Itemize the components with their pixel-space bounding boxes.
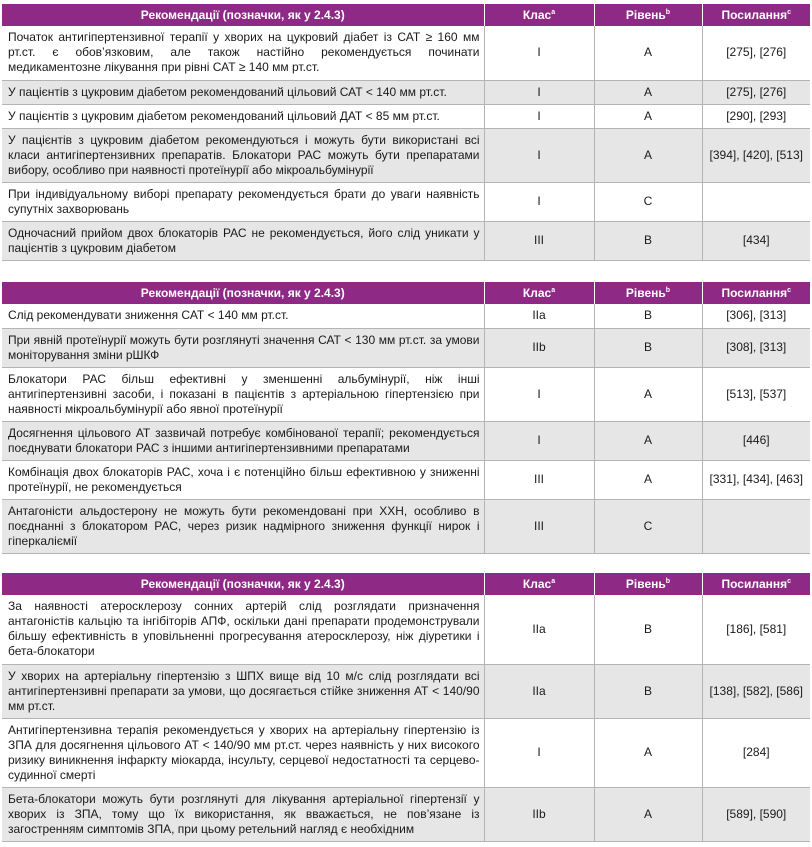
header-level: Рівень$^b$ <box>594 573 702 595</box>
table-row <box>2 664 810 718</box>
recommendation-text: Досягнення цільового АТ зазвичай потребує комбінованої терапії; рекомендується поєднувати блокатори РАС з іншими антигіпертензивними препаратами <box>2 421 484 460</box>
class-cell: I <box>484 718 594 787</box>
level-cell: A <box>594 787 702 841</box>
recommendation-text: Одночасний прийом двох блокаторів РАС не рекомендується, його слід уникати у пацієнтів з цукровим діабетом <box>2 221 484 260</box>
recommendations-table-vascular <box>2 573 810 842</box>
header-level: Рівень$^b$ <box>594 282 702 304</box>
level-cell: A <box>594 460 702 499</box>
refs-cell: [284] <box>702 718 810 787</box>
level-cell: A <box>594 367 702 421</box>
recommendation-text: Антагоністи альдостерону не можуть бути рекомендовані при ХХН, особливо в поєднанні з блокатором РАС, через ризик надмірного зниження функції нирок і гіперкаліємії <box>2 499 484 553</box>
refs-cell: [434] <box>702 221 810 260</box>
header-class: Клас$^a$ <box>484 282 594 304</box>
level-cell: A <box>594 421 702 460</box>
refs-cell: [331], [434], [463] <box>702 460 810 499</box>
header-references: Посилання$^c$ <box>702 4 810 26</box>
level-cell: A <box>594 718 702 787</box>
header-recommendations: Рекомендації (позначки, як у 2.4.3) <box>2 4 484 26</box>
table-header <box>2 282 810 304</box>
table-row <box>2 499 810 553</box>
class-cell: IIb <box>484 328 594 367</box>
table-row <box>2 595 810 664</box>
level-cell: A <box>594 26 702 80</box>
table-row <box>2 367 810 421</box>
refs-cell: [290], [293] <box>702 104 810 128</box>
refs-cell: [138], [582], [586] <box>702 664 810 718</box>
level-cell: B <box>594 664 702 718</box>
class-cell: I <box>484 104 594 128</box>
recommendation-text: У пацієнтів з цукровим діабетом рекомендований цільовий ДАТ < 85 мм рт.ст. <box>2 104 484 128</box>
table-row <box>2 421 810 460</box>
recommendation-text: Початок антигіпертензивної терапії у хворих на цукровий діабет із САТ ≥ 160 мм рт.ст. є обов’язковим, але також настійно рекомендується починати медикаментозне лікування при рівні САТ ≥ 140 мм рт.ст. <box>2 26 484 80</box>
level-cell: A <box>594 128 702 182</box>
class-cell: I <box>484 128 594 182</box>
level-cell: B <box>594 304 702 328</box>
class-cell: III <box>484 460 594 499</box>
table-header <box>2 573 810 595</box>
class-cell: IIa <box>484 595 594 664</box>
refs-cell: [186], [581] <box>702 595 810 664</box>
header-level: Рівень$^b$ <box>594 4 702 26</box>
table-header <box>2 4 810 26</box>
recommendation-text: У пацієнтів з цукровим діабетом рекомендуються і можуть бути використані всі класи антигіпертензивних препаратів. Блокатори РАС можуть бути препаратами вибору, особливо при наявності протеїнурії або мікроальбумінурії <box>2 128 484 182</box>
recommendation-text: Бета-блокатори можуть бути розглянуті для лікування артеріальної гіпертензії у хворих із ЗПА, тому що їх використання, як вважається, не пов’язане із загостренням симптомів ЗПА, при цьому ретельний нагляд є необхідним <box>2 787 484 841</box>
table-row <box>2 221 810 260</box>
table-row <box>2 787 810 841</box>
table-row <box>2 460 810 499</box>
level-cell: A <box>594 104 702 128</box>
recommendation-text: Комбінація двох блокаторів РАС, хоча і є потенційно більш ефективною у зниженні протеїнурії, не рекомендується <box>2 460 484 499</box>
class-cell: I <box>484 421 594 460</box>
table-row <box>2 26 810 80</box>
table-row <box>2 718 810 787</box>
level-cell: A <box>594 80 702 104</box>
recommendations-table-kidney <box>2 282 810 554</box>
class-cell: I <box>484 367 594 421</box>
level-cell: B <box>594 595 702 664</box>
class-cell: I <box>484 182 594 221</box>
recommendation-text: Антигіпертензивна терапія рекомендується у хворих на артеріальну гіпертензію із ЗПА для досягнення цільового АТ < 140/90 мм рт.ст. через наявність у них високого ризику виникнення інфаркту міокарда, інсульту, серцевої недостатності та серцево-судинної смерті <box>2 718 484 787</box>
refs-cell: [275], [276] <box>702 80 810 104</box>
class-cell: IIb <box>484 787 594 841</box>
refs-cell: [275], [276] <box>702 26 810 80</box>
level-cell: B <box>594 221 702 260</box>
class-cell: I <box>484 80 594 104</box>
header-references: Посилання$^c$ <box>702 282 810 304</box>
recommendations-table-diabetes <box>2 4 810 261</box>
header-references: Посилання$^c$ <box>702 573 810 595</box>
class-cell: III <box>484 499 594 553</box>
header-recommendations: Рекомендації (позначки, як у 2.4.3) <box>2 282 484 304</box>
header-recommendations: Рекомендації (позначки, як у 2.4.3) <box>2 573 484 595</box>
level-cell: C <box>594 182 702 221</box>
refs-cell: [589], [590] <box>702 787 810 841</box>
table-row <box>2 182 810 221</box>
recommendation-text: У хворих на артеріальну гіпертензію з ШПХ вище від 10 м/с слід розглядати всі антигіпертензивні препарати за умови, що досягається стійке зниження АТ < 140/90 мм рт.ст. <box>2 664 484 718</box>
class-cell: I <box>484 26 594 80</box>
recommendation-text: При явній протеїнурії можуть бути розглянуті значення САТ < 130 мм рт.ст. за умови моніторування зміни рШКФ <box>2 328 484 367</box>
recommendation-text: За наявності атеросклерозу сонних артерій слід розглядати призначення антагоністів кальцію та інгібіторів АПФ, оскільки дані препарати продемонстрували більшу ефективність в уповільненні прогресування атеросклерозу, ніж діуретики і бета-блокатори <box>2 595 484 664</box>
refs-cell <box>702 499 810 553</box>
table-row <box>2 104 810 128</box>
class-cell: IIa <box>484 304 594 328</box>
table-row <box>2 80 810 104</box>
recommendation-text: При індивідуальному виборі препарату рекомендується брати до уваги наявність супутніх захворювань <box>2 182 484 221</box>
refs-cell: [306], [313] <box>702 304 810 328</box>
header-class: Клас$^a$ <box>484 573 594 595</box>
refs-cell: [446] <box>702 421 810 460</box>
recommendation-text: Блокатори РАС більш ефективні у зменшенні альбумінурії, ніж інші антигіпертензивні засоби, і показані в пацієнтів з артеріальною гіпертензією при наявності мікроальбумінурії або явної протеїнурії <box>2 367 484 421</box>
level-cell: C <box>594 499 702 553</box>
recommendation-text: Слід рекомендувати зниження САТ < 140 мм рт.ст. <box>2 304 484 328</box>
class-cell: IIa <box>484 664 594 718</box>
table-row <box>2 128 810 182</box>
class-cell: III <box>484 221 594 260</box>
refs-cell: [394], [420], [513] <box>702 128 810 182</box>
header-class: Клас$^a$ <box>484 4 594 26</box>
recommendation-text: У пацієнтів з цукровим діабетом рекомендований цільовий САТ < 140 мм рт.ст. <box>2 80 484 104</box>
table-row <box>2 328 810 367</box>
refs-cell: [308], [313] <box>702 328 810 367</box>
table-row <box>2 304 810 328</box>
refs-cell: [513], [537] <box>702 367 810 421</box>
refs-cell <box>702 182 810 221</box>
level-cell: B <box>594 328 702 367</box>
